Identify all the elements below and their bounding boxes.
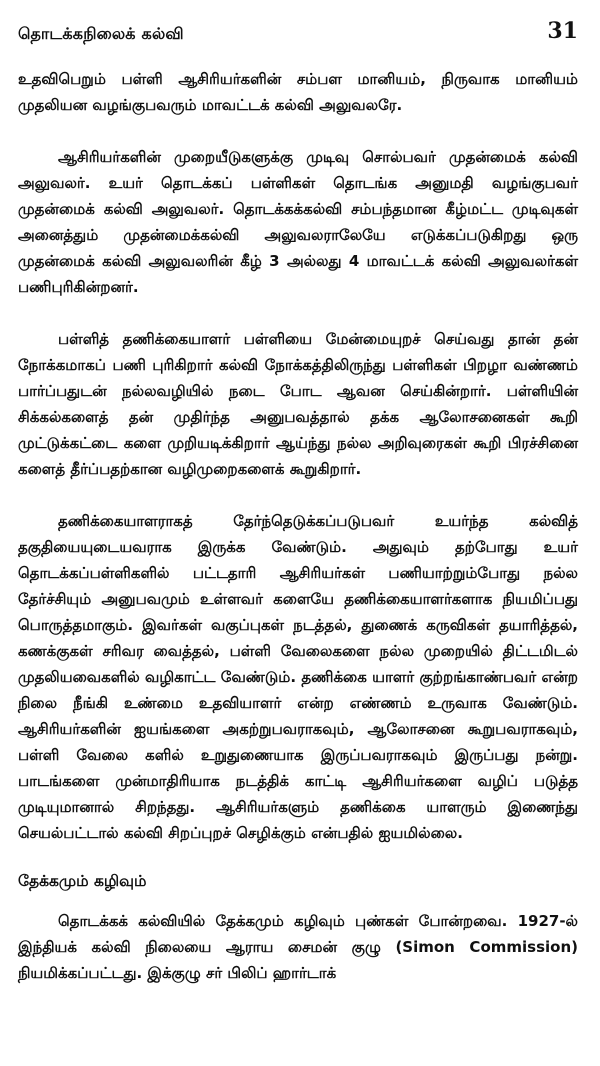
- section-heading: தேக்கமும் கழிவும்: [18, 872, 147, 890]
- page-number: 31: [547, 18, 578, 44]
- paragraph-grant-officer: உதவிபெறும் பள்ளி ஆசிரியர்களின் சம்பள மானியம், நிருவாக மானியம் முதலியன வழங்குபவரும் மாவட்டக் கல்வி அலுவலரே.: [18, 70, 578, 114]
- running-head: தொடக்கநிலைக் கல்வி: [18, 24, 184, 43]
- paragraph-stagnation-wastage: தொடக்கக் கல்வியில் தேக்கமும் கழிவும் புண்கள் போன்றவை. 1927-ல் இந்தியக் கல்வி நிலையை ஆராய சைமன் குழு (Simon Commission) நியமிக்கப்பட்டது. இக்குழு சர் பிலிப் ஹார்டாக்: [18, 912, 578, 982]
- paragraph-chief-education-officer: ஆசிரியர்களின் முறையீடுகளுக்கு முடிவு சொல்பவர் முதன்மைக் கல்வி அலுவலர். உயர் தொடக்கப் பள்ளிகள் தொடங்க அனுமதி வழங்குபவர் முதன்மைக் கல்வி அலுவலர். தொடக்கக்கல்வி சம்பந்தமான கீழ்மட்ட முடிவுகள் அனைத்தும் முதன்மைக்கல்வி அலுவலராலேயே எடுக்கப்படுகிறது ஒரு முதன்மைக் கல்வி அலுவலரின் கீழ் 3 அல்லது 4 மாவட்டக் கல்வி அலுவலர்கள் பணிபுரிகின்றனர்.: [18, 148, 578, 296]
- paragraph-inspector-qualifications: தணிக்கையாளராகத் தேர்ந்தெடுக்கப்படுபவர் உயர்ந்த கல்வித் தகுதியையுடையவராக இருக்க வேண்டும். அதுவும் தற்போது உயர் தொடக்கப்பள்ளிகளில் பட்டதாரி ஆசிரியர்கள் பணியாற்றும்போது நல்ல தேர்ச்சியும் அனுபவமும் உள்ளவர் களையே தணிக்கையாளர்களாக நியமிப்பது பொருத்தமாகும். இவர்கள் வகுப்புகள் நடத்தல், துணைக் கருவிகள் தயாரித்தல், கணக்குகள் சரிவர வைத்தல், பள்ளி வேலைகளை நல்ல முறையில் திட்டமிடல் முதலியவைகளில் வழிகாட்ட வேண்டும். தணிக்கை யாளர் குற்றங்காண்பவர் என்ற நிலை நீங்கி உண்மை உதவியாளர் என்ற எண்ணம் உருவாக வேண்டும். ஆசிரியர்களின் ஐயங்களை அகற்றுபவராகவும், ஆலோசனை கூறுபவராகவும், பள்ளி வேலை களில் உறுதுணையாக இருப்பவராகவும் இருப்பது நன்று. பாடங்களை முன்மாதிரியாக நடத்திக் காட்டி ஆசிரியர்களை வழிப் படுத்த முடியுமானால் சிறந்தது. ஆசிரியர்களும் தணிக்கை யாளரும் இணைந்து செயல்பட்டால் கல்வி சிறப்புறச் செழிக்கும் என்பதில் ஐயமில்லை.: [18, 512, 578, 842]
- page-header: [18, 18, 578, 58]
- paragraph-school-inspector: பள்ளித் தணிக்கையாளர் பள்ளியை மேன்மையுறச் செய்வது தான் தன் நோக்கமாகப் பணி புரிகிறார் கல்வி நோக்கத்திலிருந்து பள்ளிகள் பிறழா வண்ணம் பார்ப்பதுடன் நல்லவழியில் நடை போட ஆவன செய்கின்றார். பள்ளியின் சிக்கல்களைத் தன் முதிர்ந்த அனுபவத்தால் தக்க ஆலோசனைகள் கூறி முட்டுக்கட்டை களை முறியடிக்கிறார் ஆய்ந்து நல்ல அறிவுரைகள் கூறி பிரச்சினை களைத் தீர்ப்பதற்கான வழிமுறைகளைக் கூறுகிறார்.: [18, 330, 578, 478]
